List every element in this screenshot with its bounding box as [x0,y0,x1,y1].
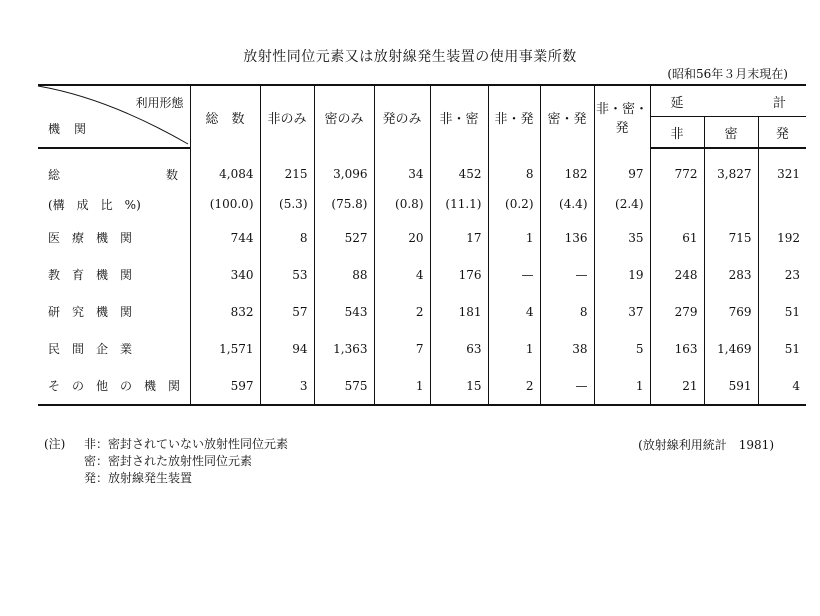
cell: 1,469 [704,330,758,367]
enkei-sub-header: 非 [650,117,704,149]
cell: 51 [758,293,806,330]
cell: 35 [594,219,650,256]
cell: 1,571 [190,330,260,367]
cell: 715 [704,219,758,256]
cell: 283 [704,256,758,293]
cell: (100.0) [190,189,260,219]
col-header: 非・密 [430,85,488,148]
cell: 51 [758,330,806,367]
corner-bottom-label: 機関 [48,122,101,136]
cell: 4 [374,256,430,293]
cell: (4.4) [540,189,594,219]
cell: 163 [650,330,704,367]
cell: 94 [260,330,314,367]
note-prefix: (注) [44,437,66,451]
cell: 136 [540,219,594,256]
cell: 3,827 [704,148,758,189]
cell: (0.2) [488,189,540,219]
cell: — [540,367,594,405]
cell: 591 [704,367,758,405]
cell: 61 [650,219,704,256]
cell: 597 [190,367,260,405]
row-label: 総 数 [48,167,178,182]
cell: 15 [430,367,488,405]
cell [650,189,704,219]
cell: 4,084 [190,148,260,189]
cell: 1 [594,367,650,405]
table-title: 放射性同位元素又は放射線発生装置の使用事業所数 [243,49,577,65]
cell: 215 [260,148,314,189]
cell: 744 [190,219,260,256]
note-item: 非：密封されていない放射性同位元素 [84,437,289,451]
cell: 4 [488,293,540,330]
cell: 176 [430,256,488,293]
cell: 1,363 [314,330,374,367]
table-row [38,219,806,256]
cell: 1 [374,367,430,405]
corner-header [38,85,190,148]
col-header: 密・発 [540,85,594,148]
source-note: (放射線利用統計 1981) [638,438,774,452]
cell: 23 [758,256,806,293]
cell: 192 [758,219,806,256]
cell: 19 [594,256,650,293]
cell: 1 [488,219,540,256]
cell: 5 [594,330,650,367]
table-row [38,189,806,219]
cell: 2 [488,367,540,405]
stats-table [38,84,806,406]
col-header: 非・密・発 [594,85,650,148]
cell: 279 [650,293,704,330]
enkei-left: 延 [670,95,684,111]
table-row [38,367,806,405]
cell: 543 [314,293,374,330]
cell: 17 [430,219,488,256]
note-item: 密：密封された放射性同位元素 [84,454,253,468]
cell: 575 [314,367,374,405]
enkei-header [650,85,806,117]
cell: 769 [704,293,758,330]
col-header: 非・発 [488,85,540,148]
enkei-right: 計 [772,95,786,111]
cell: 2 [374,293,430,330]
cell: 3,096 [314,148,374,189]
col-header: 総 数 [190,85,260,148]
row-label: 民 間 企 業 [48,342,133,356]
cell: 4 [758,367,806,405]
table-row [38,330,806,367]
cell: 3 [260,367,314,405]
table-row [38,293,806,330]
cell [704,189,758,219]
table-row [38,148,806,189]
cell [758,189,806,219]
enkei-sub-header: 発 [758,117,806,149]
cell: 38 [540,330,594,367]
row-label: 医 療 機 関 [48,231,133,245]
row-label: (構 成 比 %) [48,197,141,212]
cell: 181 [430,293,488,330]
table-row [38,256,806,293]
cell: 8 [540,293,594,330]
row-label: 研 究 機 関 [48,305,133,319]
cell: 88 [314,256,374,293]
enkei-sub-header: 密 [704,117,758,149]
cell: 1 [488,330,540,367]
cell: — [540,256,594,293]
cell: 37 [594,293,650,330]
cell: 8 [260,219,314,256]
cell: 7 [374,330,430,367]
row-label: そ の 他 の 機 関 [38,367,190,405]
cell: 321 [758,148,806,189]
cell: (0.8) [374,189,430,219]
cell: 63 [430,330,488,367]
cell: 21 [650,367,704,405]
cell: 8 [488,148,540,189]
cell: 53 [260,256,314,293]
cell: (5.3) [260,189,314,219]
corner-top-label: 利用形態 [135,96,184,110]
row-label: 教 育 機 関 [48,268,133,282]
cell: 832 [190,293,260,330]
cell: (75.8) [314,189,374,219]
cell: (2.4) [594,189,650,219]
cell: 527 [314,219,374,256]
footnotes [44,436,288,487]
cell: 20 [374,219,430,256]
cell: 57 [260,293,314,330]
cell: — [488,256,540,293]
cell: 97 [594,148,650,189]
cell: (11.1) [430,189,488,219]
date-note: (昭和56年３月末現在) [667,67,788,81]
col-header: 密のみ [314,85,374,148]
cell: 452 [430,148,488,189]
cell: 340 [190,256,260,293]
col-header: 発のみ [374,85,430,148]
note-item: 発：放射線発生装置 [84,471,193,485]
cell: 182 [540,148,594,189]
cell: 772 [650,148,704,189]
cell: 34 [374,148,430,189]
col-header: 非のみ [260,85,314,148]
cell: 248 [650,256,704,293]
